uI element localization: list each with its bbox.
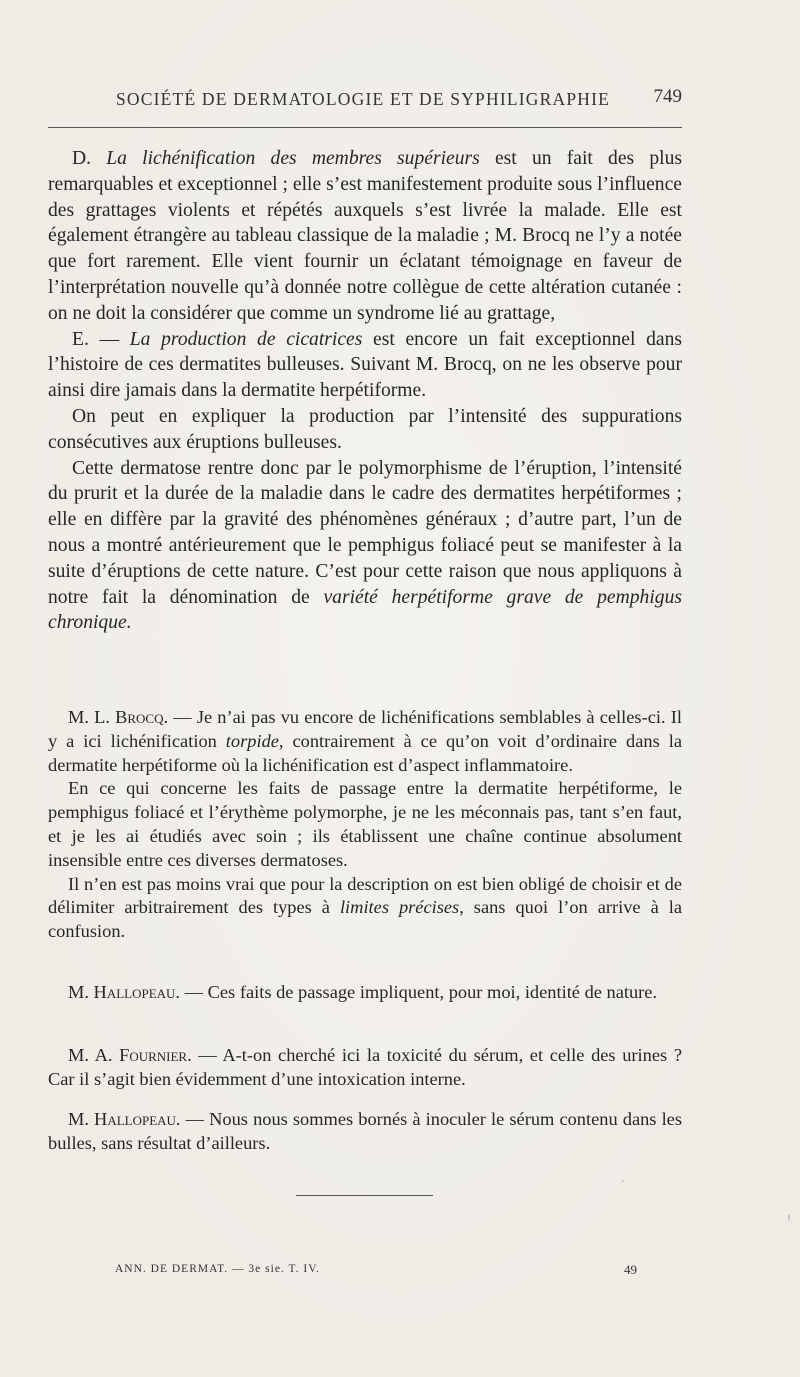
speaker-fournier: M. A. Fournier. <box>68 1045 192 1065</box>
hallopeau-paragraph-2 <box>48 1108 682 1156</box>
brocq-p3-text: Il n’en est pas moins vrai que pour la description on est bien obligé de choisir et de délimiter arbitrairement des types à <box>48 873 682 918</box>
paragraph-4-italic: variété herpétiforme grave de pemphigus chronique. <box>48 586 683 634</box>
paper-speck <box>622 1180 624 1182</box>
brocq-italic: torpide <box>225 730 279 751</box>
hallopeau-intervention-2 <box>48 1108 682 1156</box>
speaker-hallopeau-1: M. Hallopeau. <box>68 982 181 1002</box>
fournier-paragraph <box>48 1044 682 1092</box>
brocq-text-1: — Je n’ai pas vu encore de lichénifications semblables à celles-ci. Il y a ici lichénification <box>48 707 682 751</box>
brocq-paragraph-2: En ce qui concerne les faits de passage entre la dermatite herpétiforme, le pemphigus foliacé et l’érythème polymorphe, je ne les méconnais pas, tant s’en faut, et je les ai étudiés avec soin ; ils établissent une chaîne continue absolument insensible entre ces diverses dermatoses. <box>48 778 682 870</box>
fournier-text: — A-t-on cherché ici la toxicité du sérum, et celle des urines ? Car il s’agit bien évidemment d’une intoxication interne. <box>48 1045 682 1089</box>
hallopeau-intervention-1 <box>48 981 682 1005</box>
speaker-hallopeau-2: M. Hallopeau. <box>68 1109 181 1129</box>
paragraph-d-italic: La lichénification des membres supérieurs <box>106 148 480 169</box>
speaker-brocq: M. L. Brocq. <box>68 707 169 727</box>
hallopeau-text-2: — Nous nous sommes bornés à inoculer le sérum contenu dans les bulles, sans résultat d’ailleurs. <box>48 1109 682 1153</box>
paragraph-d <box>48 146 682 327</box>
paragraph-e <box>48 327 682 404</box>
fournier-intervention <box>48 1044 682 1092</box>
main-text <box>48 146 682 636</box>
paragraph-d-text: est un fait des plus remarquables et exceptionnel ; elle s’est manifestement produite sous l’influence des grattages violents et répétés auxquels s’est livrée la malade. Elle est également étrangère au tableau classique de la maladie ; M. Brocq ne l’y a notée que fort rarement. Elle vient fournir un éclatant témoignage en faveur de l’interprétation nouvelle qu’à donnée notre collègue de cette altération cutanée : on ne doit la considérer que comme un syndrome lié au grattage, <box>48 148 683 324</box>
running-head-title: SOCIÉTÉ DE DERMATOLOGIE ET DE SYPHILIGRAPHIE <box>116 89 611 109</box>
page-number: 749 <box>653 86 682 107</box>
paragraph-e-text: est encore un fait exceptionnel dans l’histoire de ces dermatites bulleuses. Suivant M. Brocq, on ne les observe pour ainsi dire jamais dans la dermatite herpétiforme. <box>48 328 683 402</box>
brocq-text-2: , contrairement à ce qu’on voit d’ordinaire dans la dermatite herpétiforme où la lichénification est d’aspect inflammatoire. <box>48 730 682 775</box>
hallopeau-paragraph-1 <box>48 981 682 1005</box>
paper-speck <box>788 1214 790 1221</box>
paragraph-4-text: Cette dermatose rentre donc par le polymorphisme de l’éruption, l’intensité du prurit et la durée de la maladie dans le cadre des dermatites herpétiformes ; elle en diffère par la gravité des phénomènes généraux ; d’autre part, l’un de nous a montré antérieurement que le pemphigus foliacé peut se manifester à la suite d’éruptions de cette nature. C’est pour cette raison que nous appliquons à notre fait la dénomination de <box>48 457 682 608</box>
brocq-p3-end: , sans quoi l’on arrive à la confusion. <box>48 897 682 942</box>
closing-rule <box>296 1195 433 1196</box>
paragraph-e-lead: E. — <box>72 328 120 350</box>
header-rule <box>48 127 682 128</box>
paragraph-e-italic: La production de cicatrices <box>129 328 363 350</box>
brocq-paragraph-3 <box>48 873 682 944</box>
paragraph-d-lead: D. <box>72 148 92 169</box>
hallopeau-text-1: — Ces faits de passage impliquent, pour moi, identité de nature. <box>180 982 658 1002</box>
brocq-intervention <box>48 706 682 944</box>
paragraph-4 <box>48 456 682 637</box>
footer-signature: ANN. DE DERMAT. — 3e sie. T. IV. <box>115 1263 320 1275</box>
footer-sheet-number: 49 <box>624 1262 637 1277</box>
brocq-paragraph-1 <box>48 706 682 777</box>
paragraph-3: On peut en expliquer la production par l’intensité des suppurations consécutives aux éruptions bulleuses. <box>48 405 682 453</box>
brocq-p3-italic: limites précises <box>339 897 460 918</box>
